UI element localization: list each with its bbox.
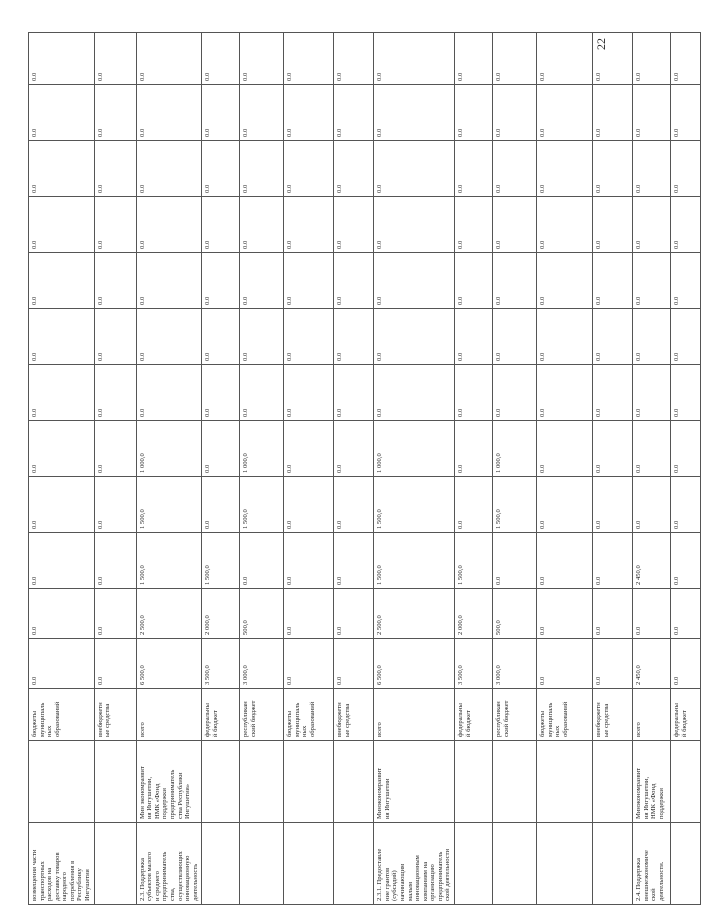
value-cell: 0.0: [240, 33, 284, 85]
value-cell: 3 000,0: [493, 639, 537, 689]
value-cell: 0.0: [455, 33, 493, 85]
value-cell: 0.0: [334, 533, 374, 589]
value-cell: 0.0: [136, 85, 202, 141]
measure-name-cell: [593, 823, 633, 905]
value-cell: 0.0: [633, 477, 671, 533]
value-cell: 2 500,0: [374, 589, 455, 639]
measure-name-cell: 2.3.1. Предоставле ние грантов (субсидий) начинающим малым инновационным компаниям на организацию предприниматель ской деятельности: [374, 823, 455, 905]
executor-cell: Мин экономразвит ия Ингушетии, НМК «Фонд поддержки предприниматель ства Республики Ингушетия»: [136, 741, 202, 823]
value-cell: 0.0: [284, 309, 334, 365]
value-cell: 0.0: [593, 309, 633, 365]
table-row: [334, 33, 374, 905]
table-row: [136, 33, 202, 905]
measure-name-cell: [94, 823, 136, 905]
page-number: 22: [594, 38, 608, 50]
value-cell: 0.0: [493, 33, 537, 85]
value-cell: 0.0: [94, 589, 136, 639]
measure-name-cell: 2.3. Поддержка субъектов малого и среднего предприниматель ства, осуществляющих инновационную деятельность: [136, 823, 202, 905]
value-cell: 0.0: [537, 253, 593, 309]
value-cell: 0.0: [537, 141, 593, 197]
value-cell: 0.0: [455, 421, 493, 477]
value-cell: 0.0: [334, 85, 374, 141]
value-cell: 0.0: [29, 309, 95, 365]
value-cell: 1 000,0: [493, 421, 537, 477]
value-cell: 2 000,0: [202, 589, 240, 639]
funding-source-cell: федеральны й бюджет: [455, 689, 493, 741]
value-cell: 0.0: [537, 477, 593, 533]
value-cell: 0.0: [240, 141, 284, 197]
value-cell: 1 500,0: [374, 533, 455, 589]
value-cell: 0.0: [334, 309, 374, 365]
value-cell: 0.0: [202, 253, 240, 309]
value-cell: 0.0: [284, 589, 334, 639]
value-cell: 0.0: [593, 639, 633, 689]
executor-cell: [240, 741, 284, 823]
value-cell: 1 000,0: [374, 421, 455, 477]
table-row: [593, 33, 633, 905]
value-cell: 1 500,0: [202, 533, 240, 589]
value-cell: 0.0: [493, 533, 537, 589]
value-cell: 0.0: [493, 365, 537, 421]
value-cell: 0.0: [633, 141, 671, 197]
value-cell: 0.0: [537, 365, 593, 421]
value-cell: 0.0: [136, 197, 202, 253]
value-cell: 1 500,0: [240, 477, 284, 533]
value-cell: 0.0: [671, 589, 701, 639]
executor-cell: [671, 741, 701, 823]
measure-name-cell: [537, 823, 593, 905]
value-cell: 0.0: [455, 197, 493, 253]
value-cell: 0.0: [94, 141, 136, 197]
value-cell: 0.0: [29, 253, 95, 309]
value-cell: 2 000,0: [455, 589, 493, 639]
measure-name-cell: [240, 823, 284, 905]
value-cell: 0.0: [240, 309, 284, 365]
measure-name-cell: 2.4. Поддержка внешнеэкономиче ской деятельности.: [633, 823, 671, 905]
value-cell: 0.0: [537, 197, 593, 253]
value-cell: 0.0: [284, 33, 334, 85]
value-cell: 0.0: [593, 533, 633, 589]
value-cell: 0.0: [537, 639, 593, 689]
value-cell: 0.0: [202, 365, 240, 421]
value-cell: 0.0: [202, 197, 240, 253]
value-cell: 0.0: [240, 533, 284, 589]
value-cell: 0.0: [29, 141, 95, 197]
table-row: [455, 33, 493, 905]
value-cell: 0.0: [671, 85, 701, 141]
value-cell: 0.0: [671, 477, 701, 533]
value-cell: 0.0: [455, 309, 493, 365]
value-cell: 0.0: [671, 309, 701, 365]
value-cell: 0.0: [671, 533, 701, 589]
value-cell: 0.0: [334, 639, 374, 689]
value-cell: 0.0: [94, 639, 136, 689]
value-cell: 0.0: [334, 477, 374, 533]
value-cell: 0.0: [29, 639, 95, 689]
value-cell: 0.0: [334, 197, 374, 253]
value-cell: 0.0: [29, 365, 95, 421]
value-cell: 0.0: [537, 589, 593, 639]
value-cell: 0.0: [94, 309, 136, 365]
value-cell: 0.0: [593, 477, 633, 533]
value-cell: 0.0: [240, 197, 284, 253]
value-cell: 0.0: [633, 197, 671, 253]
value-cell: 0.0: [94, 533, 136, 589]
value-cell: 0.0: [593, 253, 633, 309]
executor-cell: [202, 741, 240, 823]
value-cell: 0.0: [633, 33, 671, 85]
value-cell: 0.0: [202, 309, 240, 365]
value-cell: 0.0: [284, 421, 334, 477]
value-cell: 1 500,0: [136, 533, 202, 589]
value-cell: 0.0: [136, 365, 202, 421]
value-cell: 0.0: [29, 533, 95, 589]
funding-source-cell: всего: [633, 689, 671, 741]
value-cell: 0.0: [537, 421, 593, 477]
value-cell: 0.0: [334, 253, 374, 309]
executor-cell: [455, 741, 493, 823]
value-cell: 0.0: [374, 33, 455, 85]
value-cell: 0.0: [671, 365, 701, 421]
value-cell: 0.0: [671, 421, 701, 477]
value-cell: 500,0: [240, 589, 284, 639]
executor-cell: [284, 741, 334, 823]
value-cell: 0.0: [202, 33, 240, 85]
measure-name-cell: [334, 823, 374, 905]
table-row: [284, 33, 334, 905]
value-cell: 0.0: [671, 33, 701, 85]
value-cell: 0.0: [537, 33, 593, 85]
value-cell: 0.0: [29, 589, 95, 639]
value-cell: 1 500,0: [455, 533, 493, 589]
value-cell: 0.0: [94, 85, 136, 141]
value-cell: 0.0: [284, 85, 334, 141]
value-cell: 6 500,0: [136, 639, 202, 689]
value-cell: 0.0: [593, 365, 633, 421]
value-cell: 1 000,0: [240, 421, 284, 477]
executor-cell: Минэкономразвит ия Ингушетии: [374, 741, 455, 823]
value-cell: 0.0: [94, 197, 136, 253]
budget-table: [28, 32, 701, 905]
value-cell: 0.0: [593, 421, 633, 477]
table-row: [374, 33, 455, 905]
funding-source-cell: бюджеты муниципаль ных образований: [284, 689, 334, 741]
value-cell: 0.0: [493, 197, 537, 253]
value-cell: 0.0: [455, 365, 493, 421]
value-cell: 0.0: [374, 365, 455, 421]
value-cell: 0.0: [537, 85, 593, 141]
measure-name-cell: [284, 823, 334, 905]
value-cell: 0.0: [284, 253, 334, 309]
value-cell: 3 000,0: [240, 639, 284, 689]
value-cell: 0.0: [455, 141, 493, 197]
measure-name-cell: [493, 823, 537, 905]
funding-source-cell: федеральны й бюджет: [202, 689, 240, 741]
value-cell: 3 500,0: [455, 639, 493, 689]
funding-source-cell: бюджеты муниципаль ных образований: [537, 689, 593, 741]
executor-cell: [29, 741, 95, 823]
value-cell: 0.0: [633, 365, 671, 421]
value-cell: 0.0: [240, 253, 284, 309]
executor-cell: Минэкономразвит ия Ингушетии, НМК «Фонд поддержки: [633, 741, 671, 823]
funding-source-cell: внебюджетн ые средства: [94, 689, 136, 741]
table-row: [493, 33, 537, 905]
value-cell: 0.0: [94, 477, 136, 533]
value-cell: 0.0: [334, 141, 374, 197]
value-cell: 0.0: [136, 33, 202, 85]
executor-cell: [94, 741, 136, 823]
value-cell: 0.0: [29, 197, 95, 253]
value-cell: 0.0: [374, 197, 455, 253]
value-cell: 0.0: [633, 85, 671, 141]
value-cell: 0.0: [374, 85, 455, 141]
funding-source-cell: бюджеты муниципаль ных образований: [29, 689, 95, 741]
value-cell: 0.0: [374, 141, 455, 197]
value-cell: 0.0: [136, 141, 202, 197]
value-cell: 0.0: [537, 309, 593, 365]
table-row: [537, 33, 593, 905]
measure-name-cell: [671, 823, 701, 905]
table-row: [29, 33, 95, 905]
value-cell: 0.0: [671, 639, 701, 689]
value-cell: 0.0: [633, 309, 671, 365]
value-cell: 0.0: [593, 141, 633, 197]
executor-cell: [493, 741, 537, 823]
value-cell: 0.0: [29, 421, 95, 477]
value-cell: 0.0: [671, 141, 701, 197]
value-cell: 2 450,0: [633, 639, 671, 689]
value-cell: 0.0: [455, 477, 493, 533]
value-cell: 0.0: [29, 477, 95, 533]
measure-name-cell: возмещения части транспортных расходов на доставку товаров народного потребления в Республику Ингушетия: [29, 823, 95, 905]
value-cell: 0.0: [633, 253, 671, 309]
measure-name-cell: [455, 823, 493, 905]
value-cell: 0.0: [136, 253, 202, 309]
funding-source-cell: внебюджетн ые средства: [593, 689, 633, 741]
value-cell: 0.0: [593, 197, 633, 253]
value-cell: 0.0: [593, 85, 633, 141]
value-cell: 0.0: [29, 85, 95, 141]
value-cell: 2 500,0: [136, 589, 202, 639]
value-cell: 0.0: [202, 85, 240, 141]
funding-source-cell: республикан ский бюджет: [240, 689, 284, 741]
value-cell: 1 500,0: [136, 477, 202, 533]
value-cell: 0.0: [334, 33, 374, 85]
value-cell: 0.0: [240, 85, 284, 141]
value-cell: 500,0: [493, 589, 537, 639]
value-cell: 0.0: [284, 477, 334, 533]
value-cell: 0.0: [284, 533, 334, 589]
value-cell: 0.0: [633, 589, 671, 639]
value-cell: 0.0: [334, 589, 374, 639]
value-cell: 1 500,0: [493, 477, 537, 533]
value-cell: 0.0: [94, 33, 136, 85]
value-cell: 0.0: [493, 309, 537, 365]
funding-source-cell: внебюджетн ые средства: [334, 689, 374, 741]
value-cell: 0.0: [94, 365, 136, 421]
value-cell: 0.0: [284, 639, 334, 689]
value-cell: 1 500,0: [374, 477, 455, 533]
value-cell: 0.0: [593, 33, 633, 85]
value-cell: 0.0: [136, 309, 202, 365]
value-cell: 0.0: [94, 253, 136, 309]
value-cell: 0.0: [593, 589, 633, 639]
table-row: [240, 33, 284, 905]
value-cell: 0.0: [671, 197, 701, 253]
value-cell: 0.0: [94, 421, 136, 477]
value-cell: 0.0: [202, 477, 240, 533]
value-cell: 0.0: [202, 141, 240, 197]
value-cell: 0.0: [493, 253, 537, 309]
funding-source-cell: федеральны й бюджет: [671, 689, 701, 741]
executor-cell: [334, 741, 374, 823]
value-cell: 0.0: [284, 197, 334, 253]
value-cell: 0.0: [633, 421, 671, 477]
funding-source-cell: всего: [136, 689, 202, 741]
value-cell: 0.0: [334, 421, 374, 477]
value-cell: 1 000,0: [136, 421, 202, 477]
value-cell: 6 500,0: [374, 639, 455, 689]
value-cell: 0.0: [240, 365, 284, 421]
funding-source-cell: всего: [374, 689, 455, 741]
value-cell: 0.0: [29, 33, 95, 85]
value-cell: 3 500,0: [202, 639, 240, 689]
value-cell: 0.0: [455, 85, 493, 141]
measure-name-cell: [202, 823, 240, 905]
table-row: [633, 33, 671, 905]
value-cell: 0.0: [537, 533, 593, 589]
value-cell: 2 450,0: [633, 533, 671, 589]
value-cell: 0.0: [374, 309, 455, 365]
value-cell: 0.0: [374, 253, 455, 309]
value-cell: 0.0: [334, 365, 374, 421]
executor-cell: [537, 741, 593, 823]
value-cell: 0.0: [284, 141, 334, 197]
value-cell: 0.0: [671, 253, 701, 309]
table-row: [671, 33, 701, 905]
value-cell: 0.0: [455, 253, 493, 309]
value-cell: 0.0: [284, 365, 334, 421]
value-cell: 0.0: [493, 85, 537, 141]
value-cell: 0.0: [493, 141, 537, 197]
executor-cell: [593, 741, 633, 823]
table-row: [94, 33, 136, 905]
table-row: [202, 33, 240, 905]
funding-source-cell: республикан ский бюджет: [493, 689, 537, 741]
value-cell: 0.0: [202, 421, 240, 477]
